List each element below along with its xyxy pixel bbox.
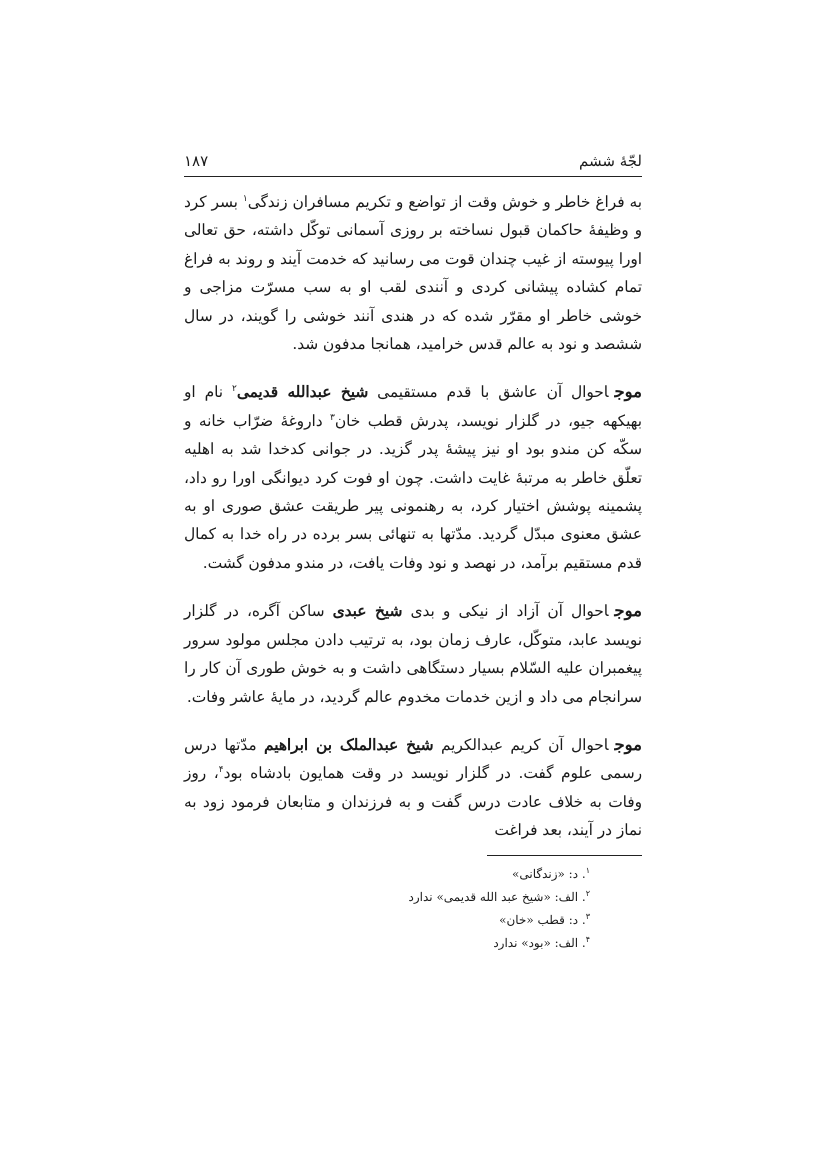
section-keyword: موج: [614, 382, 642, 402]
paragraph-3-intro: احوال آن آزاد از نیکی و بدی: [410, 602, 609, 621]
paragraph-1-line-1: به فراغ خاطر و خوش وقت از تواضع و تکریم مسافران زندگی: [247, 193, 642, 211]
footnote-item: [184, 932, 590, 955]
paragraph-1: [184, 188, 642, 358]
section-keyword: موج: [614, 734, 642, 754]
paragraph-4: [184, 731, 642, 845]
paragraph-2: [184, 378, 642, 577]
chapter-title: لجّهٔ ششم: [579, 152, 642, 170]
footnotes: [184, 863, 642, 955]
footnote-text: . د: قطب «خان»: [499, 913, 586, 927]
footnote-number: ۱: [585, 866, 590, 875]
paragraph-2-intro: احوال آن عاشق با قدم مستقیمی: [377, 383, 609, 402]
footnote-text: . د: «زندگانی»: [512, 867, 586, 881]
paragraph-3: [184, 597, 642, 711]
section-keyword: موج: [614, 601, 642, 621]
footnote-number: ۴: [585, 935, 590, 944]
footnote-divider: [487, 855, 642, 856]
paragraph-3-body: ساکن آگره، در گلزار نویسد عابد، متوکّل، عارف زمان بود، به ترتیب دادن مجلس مولود سرور پیغمبران علیه السّلام بسیار دستگاهی داشت و به خوش طوری آن کار را سرانجام می داد و ازین خدمات مخدوم عالم گردید، در مایهٔ عاشر وفات.: [184, 602, 642, 706]
footnote-number: ۳: [585, 912, 590, 921]
footnote-item: [184, 909, 590, 932]
footnote-item: [184, 863, 590, 886]
footnote-item: [184, 886, 590, 909]
footnote-ref-3: ۳: [330, 412, 335, 423]
running-header: [184, 146, 642, 177]
footnote-ref-4: ۴: [218, 765, 224, 776]
paragraph-2-body: داروغهٔ ضرّاب خانه و سکّه کن مندو بود او نیز پیشهٔ پدر گزید. در جوانی کدخدا شد به اهلیه تعلّق خاطر به مرتبهٔ غایت داشت. چون او فوت کرد دیوانگی اورا رو داد، پشمینه پوشش اختیار کرد، به رهنمونی پیر طریقت عشق صوری او به عشق معنوی مبدّل گردید. مدّتها به تنهائی بسر برده در راه خدا به کمال قدم مستقیم برآمد، در نهصد و نود وفات یافت، در مندو مدفون گشت.: [184, 411, 642, 572]
footnote-ref-2: ۲: [232, 384, 237, 395]
page-number: ۱۸۷: [184, 152, 209, 170]
person-name: شیخ عبدی: [332, 602, 403, 621]
person-name: شیخ عبدالله قدیمی: [236, 383, 369, 402]
footnote-number: ۲: [585, 889, 590, 898]
footnote-ref-1: ۱: [242, 193, 248, 204]
paragraph-4-mid: مدّتها درس رسمی علوم گفت. در گلزار نویسد در وقت همایون بادشاه بود: [184, 735, 642, 783]
paragraph-2-mid: نام او بهیکهه جیو، در گلزار نویسد، پدرش قطب خان: [184, 383, 642, 430]
footnote-text: . الف: «شیخ عبد الله قدیمی» ندارد: [408, 890, 586, 904]
footnote-text: . الف: «بود» ندارد: [493, 936, 586, 950]
paragraph-4-body: ، روز وفات به خلاف عادت درس گفت و به فرزندان و متابعان فرمود زود به نماز در آیند، بعد فراغت: [184, 764, 642, 840]
main-text: [184, 188, 642, 845]
paragraph-1-rest: بسر کرد و وظیفهٔ حاکمان قبول نساخته بر روزی آسمانی توکّل داشته، حق تعالی اورا پیوسته از غیب چندان قوت می رسانید که خدمت آیند و روند به فراغ تمام کشاده پیشانی کردی و آنندی لقب او به سب مسرّت مزاجی و خوشی خاطر او مقرّر شده که در هندی آنند خوشی را گویند، در سال ششصد و نود به عالم قدس خرامید، همانجا مدفون شد.: [184, 193, 642, 354]
person-name: شیخ عبدالملک بن ابراهیم: [264, 735, 434, 754]
paragraph-4-intro: احوال آن کریم عبدالکریم: [440, 735, 609, 754]
